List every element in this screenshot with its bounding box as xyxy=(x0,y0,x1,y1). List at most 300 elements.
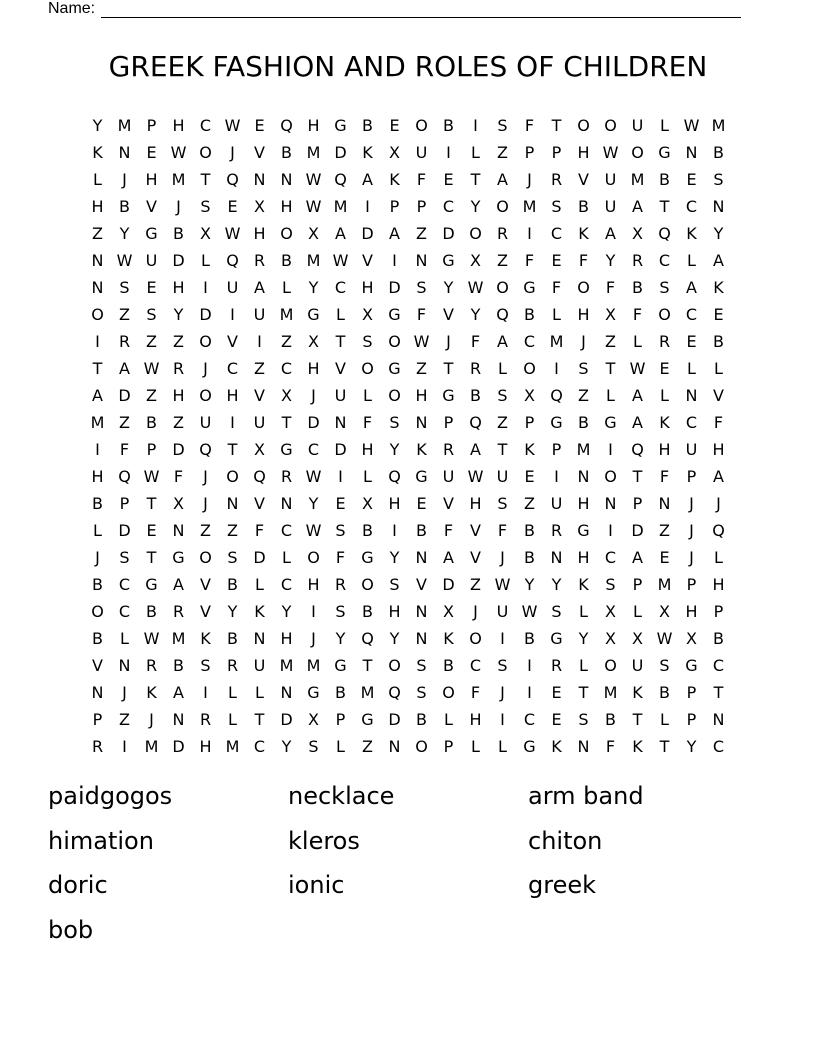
grid-letter: D xyxy=(118,386,131,405)
grid-letter: Z xyxy=(497,251,508,270)
grid-letter: T xyxy=(281,413,292,432)
grid-letter: X xyxy=(308,332,319,351)
grid-letter: S xyxy=(146,305,157,324)
grid-letter: M xyxy=(657,575,672,594)
grid-letter: D xyxy=(172,251,185,270)
grid-letter: P xyxy=(524,413,535,432)
grid-letter: U xyxy=(199,413,212,432)
grid-letter: N xyxy=(91,251,104,270)
grid-letter: P xyxy=(146,116,157,135)
grid-letter: S xyxy=(578,710,589,729)
grid-letter: P xyxy=(632,575,643,594)
grid-letter: H xyxy=(469,710,482,729)
grid-letter: C xyxy=(712,656,725,675)
grid-letter: D xyxy=(388,278,401,297)
grid-letter: Q xyxy=(388,683,401,702)
grid-letter: R xyxy=(145,656,158,675)
grid-letter: X xyxy=(632,224,643,243)
grid-letter: F xyxy=(524,251,535,270)
grid-letter: G xyxy=(415,467,428,486)
grid-letter: G xyxy=(388,305,401,324)
grid-letter: H xyxy=(199,737,212,756)
grid-letter: J xyxy=(122,170,127,189)
grid-letter: P xyxy=(146,440,157,459)
grid-letter: L xyxy=(255,683,264,702)
grid-letter: P xyxy=(686,467,697,486)
grid-letter: R xyxy=(469,359,482,378)
name-underline xyxy=(101,3,741,18)
grid-letter: B xyxy=(92,575,103,594)
grid-letter: J xyxy=(203,494,208,513)
grid-letter: A xyxy=(632,197,643,216)
grid-letter: M xyxy=(360,683,375,702)
grid-letter: X xyxy=(686,629,697,648)
grid-letter: Y xyxy=(713,224,724,243)
grid-letter: G xyxy=(658,143,671,162)
grid-letter: Z xyxy=(497,143,508,162)
grid-letter: P xyxy=(686,710,697,729)
grid-letter: N xyxy=(334,413,347,432)
grid-letter: R xyxy=(658,332,671,351)
grid-letter: I xyxy=(446,143,451,162)
grid-letter: X xyxy=(362,305,373,324)
grid-letter: W xyxy=(116,251,133,270)
grid-letter: J xyxy=(311,386,316,405)
grid-letter: A xyxy=(686,278,697,297)
grid-letter: Z xyxy=(146,386,157,405)
grid-letter: H xyxy=(280,197,293,216)
grid-letter: X xyxy=(362,494,373,513)
grid-letter: C xyxy=(307,440,320,459)
grid-letter: B xyxy=(470,386,481,405)
grid-letter: M xyxy=(144,737,159,756)
grid-letter: C xyxy=(226,359,239,378)
grid-letter: X xyxy=(254,440,265,459)
grid-letter: C xyxy=(334,278,347,297)
grid-letter: L xyxy=(552,305,561,324)
grid-letter: B xyxy=(173,656,184,675)
grid-letter: W xyxy=(170,143,187,162)
grid-letter: O xyxy=(442,683,455,702)
grid-letter: Y xyxy=(92,116,103,135)
grid-letter: H xyxy=(577,494,590,513)
grid-letter: E xyxy=(389,116,400,135)
grid-letter: A xyxy=(335,224,346,243)
grid-letter: D xyxy=(118,521,131,540)
page-title: GREEK FASHION AND ROLES OF CHILDREN xyxy=(108,50,708,83)
grid-letter: O xyxy=(307,548,320,567)
grid-letter: T xyxy=(335,332,346,351)
grid-letter: F xyxy=(173,467,184,486)
grid-letter: G xyxy=(334,116,347,135)
grid-letter: D xyxy=(307,413,320,432)
grid-letter: Z xyxy=(173,413,184,432)
grid-letter: I xyxy=(500,710,505,729)
grid-letter: L xyxy=(660,116,669,135)
grid-letter: W xyxy=(224,116,241,135)
grid-letter: A xyxy=(497,332,508,351)
grid-letter: Y xyxy=(335,629,346,648)
grid-letter: P xyxy=(119,494,130,513)
grid-letter: C xyxy=(253,737,266,756)
grid-letter: M xyxy=(279,656,294,675)
grid-letter: W xyxy=(467,278,484,297)
grid-letter: Y xyxy=(470,305,481,324)
grid-letter: G xyxy=(145,224,158,243)
grid-letter: H xyxy=(307,116,320,135)
grid-letter: N xyxy=(415,251,428,270)
grid-letter: N xyxy=(253,629,266,648)
grid-letter: H xyxy=(388,494,401,513)
grid-letter: C xyxy=(523,710,536,729)
grid-letter: Z xyxy=(416,359,427,378)
grid-letter: Y xyxy=(281,737,292,756)
grid-letter: W xyxy=(305,197,322,216)
grid-letter: E xyxy=(335,494,346,513)
grid-letter: C xyxy=(118,575,131,594)
grid-letter: E xyxy=(443,170,454,189)
grid-letter: J xyxy=(122,683,127,702)
grid-letter: D xyxy=(280,710,293,729)
grid-letter: L xyxy=(363,467,372,486)
grid-letter: U xyxy=(253,413,266,432)
grid-letter: R xyxy=(550,170,563,189)
grid-letter: T xyxy=(632,710,643,729)
grid-letter: X xyxy=(659,602,670,621)
grid-letter: B xyxy=(524,521,535,540)
grid-letter: U xyxy=(415,143,428,162)
grid-letter: O xyxy=(388,332,401,351)
grid-letter: N xyxy=(658,494,671,513)
grid-letter: S xyxy=(578,359,589,378)
grid-letter: L xyxy=(282,278,291,297)
grid-letter: O xyxy=(604,656,617,675)
grid-letter: J xyxy=(689,494,694,513)
grid-letter: T xyxy=(227,440,238,459)
grid-letter: Q xyxy=(253,467,266,486)
grid-letter: U xyxy=(145,251,158,270)
grid-letter: O xyxy=(469,224,482,243)
grid-letter: X xyxy=(308,710,319,729)
grid-letter: Y xyxy=(443,278,454,297)
grid-letter: A xyxy=(713,251,724,270)
grid-letter: B xyxy=(362,116,373,135)
word-list-item: ionic xyxy=(288,871,345,899)
grid-letter: N xyxy=(415,413,428,432)
grid-letter: N xyxy=(577,467,590,486)
grid-letter: S xyxy=(497,494,508,513)
grid-letter: V xyxy=(443,494,454,513)
grid-letter: W xyxy=(629,359,646,378)
grid-letter: B xyxy=(362,521,373,540)
grid-letter: K xyxy=(362,143,373,162)
word-list-item: kleros xyxy=(288,826,360,855)
grid-letter: O xyxy=(199,386,212,405)
grid-letter: N xyxy=(226,494,239,513)
grid-letter: M xyxy=(225,737,240,756)
grid-letter: B xyxy=(659,170,670,189)
grid-letter: H xyxy=(577,305,590,324)
grid-letter: H xyxy=(361,440,374,459)
grid-letter: C xyxy=(550,224,563,243)
grid-letter: I xyxy=(365,197,370,216)
grid-letter: W xyxy=(143,359,160,378)
grid-letter: U xyxy=(253,656,266,675)
grid-letter: T xyxy=(146,494,157,513)
grid-letter: G xyxy=(442,386,455,405)
grid-letter: X xyxy=(605,602,616,621)
grid-letter: O xyxy=(631,143,644,162)
grid-letter: E xyxy=(551,683,562,702)
grid-letter: B xyxy=(227,575,238,594)
grid-letter: N xyxy=(172,521,185,540)
grid-letter: W xyxy=(521,602,538,621)
grid-letter: L xyxy=(228,683,237,702)
grid-letter: I xyxy=(203,278,208,297)
grid-letter: G xyxy=(280,440,293,459)
grid-letter: N xyxy=(712,710,725,729)
grid-letter: L xyxy=(93,170,102,189)
grid-letter: S xyxy=(200,197,211,216)
grid-letter: L xyxy=(714,359,723,378)
grid-letter: V xyxy=(443,305,454,324)
grid-letter: F xyxy=(443,521,454,540)
grid-letter: S xyxy=(551,602,562,621)
grid-letter: O xyxy=(658,305,671,324)
grid-letter: I xyxy=(608,440,613,459)
grid-letter: L xyxy=(228,710,237,729)
grid-letter: D xyxy=(442,224,455,243)
grid-letter: R xyxy=(280,467,293,486)
grid-letter: W xyxy=(305,170,322,189)
grid-letter: B xyxy=(443,656,454,675)
grid-letter: L xyxy=(471,737,480,756)
grid-letter: J xyxy=(689,548,694,567)
grid-letter: M xyxy=(630,170,645,189)
grid-letter: T xyxy=(659,737,670,756)
grid-letter: U xyxy=(253,305,266,324)
grid-letter: P xyxy=(335,710,346,729)
grid-letter: J xyxy=(581,332,586,351)
grid-letter: J xyxy=(446,332,451,351)
grid-letter: R xyxy=(550,656,563,675)
grid-letter: G xyxy=(334,656,347,675)
grid-letter: J xyxy=(176,197,181,216)
grid-letter: Q xyxy=(280,116,293,135)
grid-letter: I xyxy=(608,521,613,540)
grid-letter: T xyxy=(200,170,211,189)
grid-letter: T xyxy=(92,359,103,378)
grid-letter: N xyxy=(253,170,266,189)
grid-letter: P xyxy=(713,602,724,621)
grid-letter: U xyxy=(226,278,239,297)
name-field xyxy=(48,0,741,18)
grid-letter: Y xyxy=(173,305,184,324)
grid-letter: Q xyxy=(658,224,671,243)
grid-letter: C xyxy=(685,413,698,432)
grid-letter: A xyxy=(632,548,643,567)
grid-letter: P xyxy=(416,197,427,216)
grid-letter: B xyxy=(605,710,616,729)
grid-letter: O xyxy=(199,332,212,351)
grid-letter: U xyxy=(631,116,644,135)
grid-letter: F xyxy=(524,116,535,135)
grid-letter: W xyxy=(143,467,160,486)
grid-letter: V xyxy=(578,170,589,189)
grid-letter: I xyxy=(392,251,397,270)
grid-letter: V xyxy=(254,494,265,513)
grid-letter: Z xyxy=(416,224,427,243)
grid-letter: O xyxy=(226,467,239,486)
grid-letter: J xyxy=(203,359,208,378)
grid-letter: Z xyxy=(524,494,535,513)
grid-letter: P xyxy=(551,143,562,162)
grid-letter: L xyxy=(336,737,345,756)
grid-letter: Y xyxy=(551,575,562,594)
grid-letter: D xyxy=(199,305,212,324)
grid-letter: R xyxy=(172,359,185,378)
grid-letter: M xyxy=(603,683,618,702)
grid-letter: V xyxy=(200,602,211,621)
grid-letter: S xyxy=(200,656,211,675)
grid-letter: A xyxy=(119,359,130,378)
grid-letter: F xyxy=(416,170,427,189)
grid-letter: X xyxy=(254,197,265,216)
grid-letter: L xyxy=(687,251,696,270)
grid-letter: G xyxy=(523,737,536,756)
grid-letter: Y xyxy=(281,602,292,621)
grid-letter: H xyxy=(307,575,320,594)
grid-letter: N xyxy=(685,143,698,162)
grid-letter: X xyxy=(632,629,643,648)
grid-letter: Z xyxy=(119,710,130,729)
grid-letter: N xyxy=(172,710,185,729)
grid-letter: Y xyxy=(389,440,400,459)
grid-letter: S xyxy=(497,656,508,675)
grid-letter: E xyxy=(416,494,427,513)
grid-letter: H xyxy=(172,278,185,297)
grid-letter: N xyxy=(604,494,617,513)
grid-letter: A xyxy=(443,548,454,567)
grid-letter: T xyxy=(551,116,562,135)
grid-letter: B xyxy=(92,629,103,648)
grid-letter: H xyxy=(658,440,671,459)
grid-letter: Z xyxy=(92,224,103,243)
grid-letter: O xyxy=(496,197,509,216)
grid-letter: S xyxy=(416,683,427,702)
grid-letter: K xyxy=(524,440,535,459)
grid-letter: V xyxy=(92,656,103,675)
grid-letter: S xyxy=(389,575,400,594)
word-list-item: himation xyxy=(48,826,154,855)
grid-letter: F xyxy=(362,413,373,432)
grid-letter: B xyxy=(713,143,724,162)
grid-letter: R xyxy=(91,737,104,756)
grid-letter: D xyxy=(172,440,185,459)
grid-letter: J xyxy=(473,602,478,621)
grid-letter: O xyxy=(388,386,401,405)
grid-letter: I xyxy=(527,224,532,243)
grid-letter: T xyxy=(578,683,589,702)
word-list-item: chiton xyxy=(528,826,603,855)
grid-letter: L xyxy=(714,548,723,567)
grid-letter: P xyxy=(443,737,454,756)
grid-letter: V xyxy=(362,251,373,270)
grid-letter: M xyxy=(117,116,132,135)
grid-letter: M xyxy=(306,656,321,675)
grid-letter: B xyxy=(173,224,184,243)
grid-letter: R xyxy=(253,251,266,270)
grid-letter: B xyxy=(335,683,346,702)
grid-letter: L xyxy=(633,602,642,621)
grid-letter: D xyxy=(388,710,401,729)
word-list-item: necklace xyxy=(288,782,395,810)
grid-letter: J xyxy=(230,143,235,162)
grid-letter: S xyxy=(335,521,346,540)
grid-letter: W xyxy=(305,467,322,486)
grid-letter: V xyxy=(416,575,427,594)
grid-letter: G xyxy=(523,278,536,297)
grid-letter: N xyxy=(280,494,293,513)
grid-letter: Z xyxy=(119,305,130,324)
grid-letter: Q xyxy=(226,170,239,189)
grid-letter: G xyxy=(145,575,158,594)
grid-letter: T xyxy=(713,683,724,702)
grid-letter: S xyxy=(389,413,400,432)
grid-letter: G xyxy=(550,629,563,648)
grid-letter: D xyxy=(172,737,185,756)
grid-letter: I xyxy=(257,332,262,351)
grid-letter: T xyxy=(362,656,373,675)
grid-letter: F xyxy=(632,305,643,324)
grid-letter: S xyxy=(119,278,130,297)
grid-letter: S xyxy=(227,548,238,567)
grid-letter: A xyxy=(632,386,643,405)
grid-letter: B xyxy=(119,197,130,216)
grid-letter: S xyxy=(335,602,346,621)
grid-letter: M xyxy=(549,332,564,351)
grid-letter: D xyxy=(253,548,266,567)
grid-letter: L xyxy=(120,629,129,648)
grid-letter: F xyxy=(578,251,589,270)
grid-letter: F xyxy=(470,332,481,351)
grid-letter: B xyxy=(443,116,454,135)
grid-letter: O xyxy=(523,359,536,378)
grid-letter: Z xyxy=(227,521,238,540)
grid-letter: T xyxy=(146,548,157,567)
grid-letter: C xyxy=(118,602,131,621)
grid-letter: K xyxy=(632,737,643,756)
grid-letter: B xyxy=(146,413,157,432)
grid-letter: N xyxy=(550,548,563,567)
grid-letter: M xyxy=(171,629,186,648)
grid-letter: K xyxy=(92,143,103,162)
grid-letter: N xyxy=(91,278,104,297)
grid-letter: E xyxy=(551,710,562,729)
grid-letter: Q xyxy=(631,440,644,459)
grid-letter: L xyxy=(93,521,102,540)
grid-letter: K xyxy=(200,629,211,648)
grid-letter: R xyxy=(172,602,185,621)
grid-letter: Q xyxy=(118,467,131,486)
grid-letter: H xyxy=(361,278,374,297)
grid-letter: V xyxy=(254,143,265,162)
grid-letter: G xyxy=(577,521,590,540)
grid-letter: Y xyxy=(389,629,400,648)
grid-letter: A xyxy=(632,413,643,432)
grid-letter: M xyxy=(522,197,537,216)
grid-letter: B xyxy=(92,494,103,513)
